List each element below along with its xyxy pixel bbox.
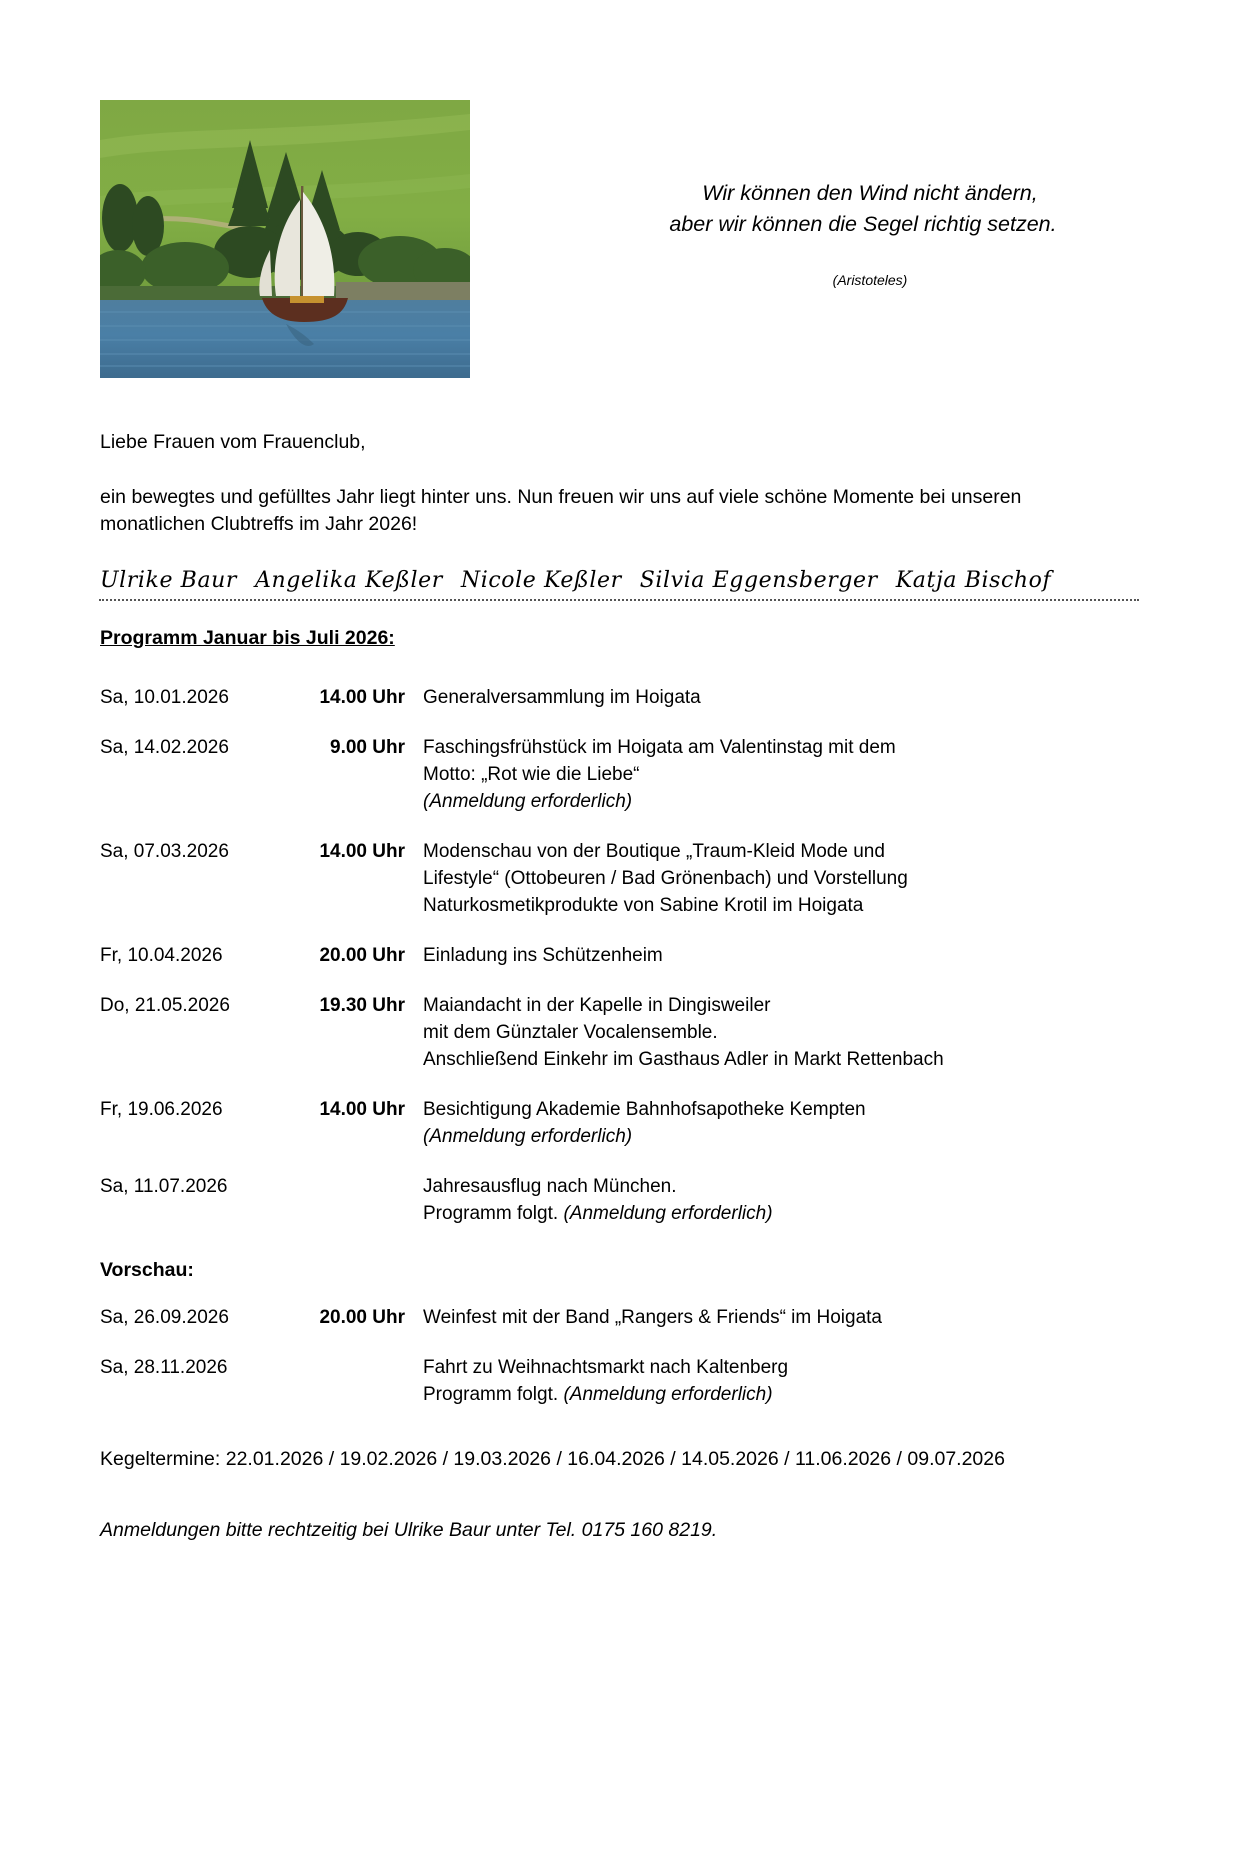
event-description-line <box>423 1381 1140 1408</box>
event-description-line: (Anmeldung erforderlich) <box>423 1126 633 1147</box>
event-date: Sa, 14.02.2026 <box>100 737 229 758</box>
program-title: Programm Januar bis Juli 2026: <box>100 627 395 649</box>
event-date: Sa, 11.07.2026 <box>100 1176 228 1197</box>
event-time: 14.00 Uhr <box>319 687 405 708</box>
event-time: 20.00 Uhr <box>319 1307 405 1328</box>
event-time: 9.00 Uhr <box>330 737 405 758</box>
document-page <box>0 100 1240 1854</box>
event-description <box>423 1096 1140 1150</box>
event-time: 19.30 Uhr <box>319 995 405 1016</box>
event-description-line <box>423 1200 1140 1227</box>
event-description-line: Motto: „Rot wie die Liebe“ <box>423 764 640 785</box>
event-description <box>423 838 1140 919</box>
program-row <box>100 1096 1140 1150</box>
event-description-line: Lifestyle“ (Ottobeuren / Bad Grönenbach) und Vorstellung <box>423 868 908 889</box>
program-row <box>100 942 1140 969</box>
signature-line <box>100 568 1140 593</box>
signature-name: Angelika Keßler <box>255 568 443 593</box>
divider <box>99 599 1139 601</box>
signature-name: Nicole Keßler <box>460 568 622 593</box>
quote-line-2: aber wir können die Segel richtig setzen. <box>669 212 1057 236</box>
event-description-line: Besichtigung Akademie Bahnhofsapotheke Kempten <box>423 1099 866 1120</box>
event-description <box>423 1354 1140 1408</box>
quote-line-1: Wir können den Wind nicht ändern, <box>702 181 1038 205</box>
program-row <box>100 1173 1140 1227</box>
event-description <box>423 684 1140 711</box>
event-description-line: (Anmeldung erforderlich) <box>423 791 633 812</box>
event-description <box>423 942 1140 969</box>
signature-name: Katja Bischof <box>895 568 1052 593</box>
event-note: (Anmeldung erforderlich) <box>563 1384 773 1405</box>
event-date: Sa, 10.01.2026 <box>100 687 229 708</box>
event-date: Fr, 19.06.2026 <box>100 1099 223 1120</box>
event-description-line: mit dem Günztaler Vocalensemble. <box>423 1022 718 1043</box>
event-description <box>423 1304 1140 1331</box>
event-description <box>423 992 1140 1073</box>
sailboat-photo <box>100 100 470 378</box>
signature-name: Silvia Eggensberger <box>639 568 878 593</box>
event-description-line: Modenschau von der Boutique „Traum-Kleid Mode und <box>423 841 885 862</box>
event-date: Sa, 26.09.2026 <box>100 1307 229 1328</box>
event-date: Fr, 10.04.2026 <box>100 945 223 966</box>
event-description-line: Einladung ins Schützenheim <box>423 945 663 966</box>
event-text: Programm folgt. <box>423 1384 564 1405</box>
event-description <box>423 734 1140 815</box>
quote-block <box>520 178 1220 288</box>
event-time: 14.00 Uhr <box>319 841 405 862</box>
program-row <box>100 1304 1140 1331</box>
event-text: Programm folgt. <box>423 1203 564 1224</box>
signature-name: Ulrike Baur <box>100 568 238 593</box>
event-description-line: Weinfest mit der Band „Rangers & Friends“ im Hoigata <box>423 1307 882 1328</box>
event-description-line: Maiandacht in der Kapelle in Dingisweiler <box>423 995 771 1016</box>
program-row <box>100 734 1140 815</box>
program-row <box>100 992 1140 1073</box>
intro-paragraph: ein bewegtes und gefülltes Jahr liegt hinter uns. Nun freuen wir uns auf viele schöne Momente bei unseren monatlichen Clubtreffs im Jahr 2026! <box>100 486 1022 535</box>
program-table <box>100 684 1140 1227</box>
event-description-line: Fahrt zu Weihnachtsmarkt nach Kaltenberg <box>423 1357 789 1378</box>
event-description <box>423 1173 1140 1227</box>
event-time: 20.00 Uhr <box>319 945 405 966</box>
salutation: Liebe Frauen vom Frauenclub, <box>100 431 366 453</box>
program-row <box>100 838 1140 919</box>
quote-author: (Aristoteles) <box>832 272 908 288</box>
program-row <box>100 1354 1140 1408</box>
preview-table <box>100 1304 1140 1408</box>
event-description-line: Anschließend Einkehr im Gasthaus Adler in Markt Rettenbach <box>423 1049 944 1070</box>
event-description-line: Faschingsfrühstück im Hoigata am Valentinstag mit dem <box>423 737 896 758</box>
bowling-dates: Kegeltermine: 22.01.2026 / 19.02.2026 / 19.03.2026 / 16.04.2026 / 14.05.2026 / 11.06.2026 / 09.07.2026 <box>100 1448 1005 1470</box>
program-row <box>100 684 1140 711</box>
event-date: Do, 21.05.2026 <box>100 995 230 1016</box>
event-date: Sa, 28.11.2026 <box>100 1357 228 1378</box>
event-note: (Anmeldung erforderlich) <box>563 1203 773 1224</box>
sailboat-photo-graphic <box>100 100 470 378</box>
event-description-line: Naturkosmetikprodukte von Sabine Krotil im Hoigata <box>423 895 864 916</box>
registration-note: Anmeldungen bitte rechtzeitig bei Ulrike Baur unter Tel. 0175 160 8219. <box>100 1519 718 1541</box>
event-description-line: Jahresausflug nach München. <box>423 1176 677 1197</box>
preview-title: Vorschau: <box>100 1259 194 1281</box>
event-description-line: Generalversammlung im Hoigata <box>423 687 701 708</box>
event-date: Sa, 07.03.2026 <box>100 841 229 862</box>
document-header <box>100 100 1140 400</box>
event-time: 14.00 Uhr <box>319 1099 405 1120</box>
